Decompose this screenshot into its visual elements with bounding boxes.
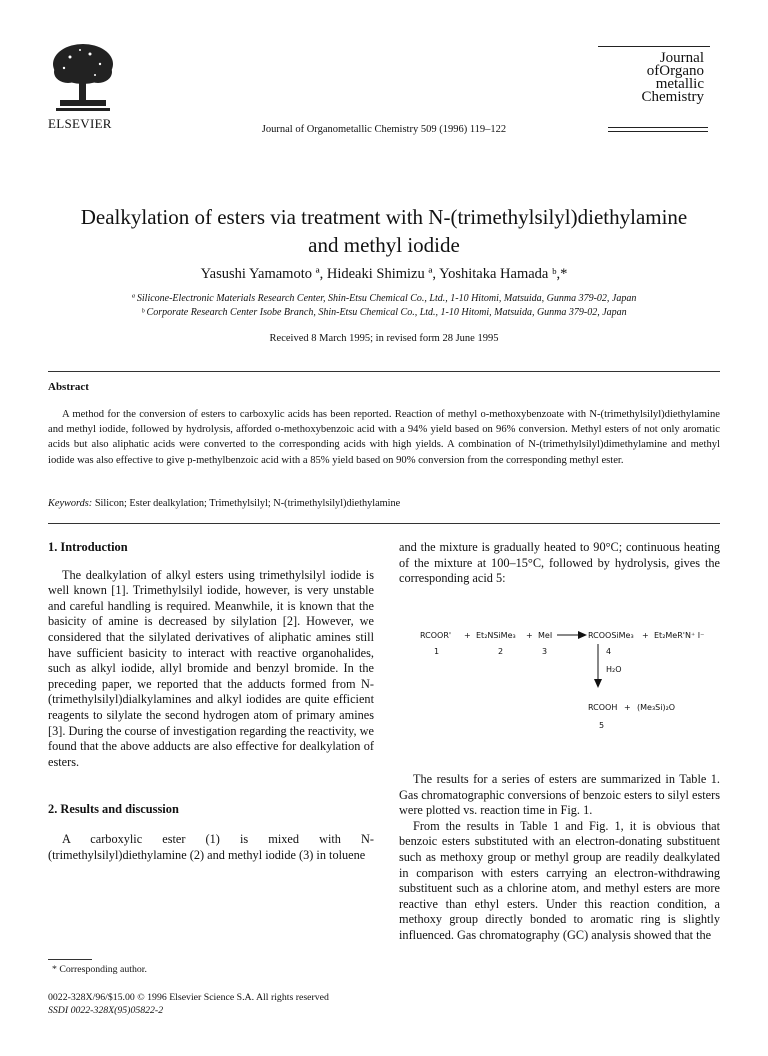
scheme-reactant-silylamine: Et₂NSiMe₃	[476, 631, 516, 640]
scheme-number: 1	[434, 647, 440, 656]
received-dates: Received 8 March 1995; in revised form 28 June 1995	[269, 333, 499, 344]
introduction-paragraph: The dealkylation of alkyl esters using trimethylsilyl iodide is well known [1]. Trimethylsilyl iodide, however, is very unstable and careful handling is required. Meanwhile, it is known that the basicity of amine is decreased by silylation [2]. However, we considered that the silylated derivatives of aliphatic amines still have sufficient basicity to interact with reactive organohalides, such as alkyl iodide, allyl bromide and benzyl bromide. In the preceding paper, we reported that the adducts formed from N-(trimethylsilyl)dialkylamines and alkyl iodides are quite efficient reagents to silylate the second hydrogen atom of primary amines [3]. During the course of investigation regarding the reactivity, we found that the above adducts are also effective for dealkylation of esters.	[48, 567, 374, 769]
journal-logo-line: Journal	[659, 50, 704, 66]
scheme-product-ammonium: Et₂MeR'N⁺ I⁻	[654, 631, 705, 640]
journal-logo-line: ofOrgano	[646, 63, 704, 79]
journal-logo-rule	[608, 127, 708, 128]
right-column-lower	[399, 772, 720, 944]
article-title-line2: and methyl iodide	[308, 233, 460, 257]
keywords-list: Silicon; Ester dealkylation; Trimethylsilyl; N-(trimethylsilyl)diethylamine	[94, 498, 401, 509]
journal-logo-line: Chemistry	[641, 89, 704, 105]
section-heading-results: 2. Results and discussion	[48, 802, 179, 817]
journal-logo	[598, 44, 710, 126]
copyright-line: 0022-328X/96/$15.00 © 1996 Elsevier Science S.A. All rights reserved	[48, 992, 329, 1003]
scheme-number: 3	[542, 647, 548, 656]
scheme-plus: +	[624, 703, 631, 712]
scheme-arrow-down	[593, 643, 603, 689]
copyright-block	[48, 991, 329, 1017]
scheme-plus: +	[526, 631, 533, 640]
scheme-product-acid: RCOOH	[588, 703, 618, 712]
keywords-line	[48, 498, 720, 509]
elsevier-tree-logo	[50, 42, 116, 112]
article-title	[40, 203, 728, 259]
scheme-reactant-ester: RCOOR'	[420, 631, 452, 640]
results-paragraph: A carboxylic ester (1) is mixed with N-(trimethylsilyl)diethylamine (2) and methyl iodide (3) in toluene	[48, 831, 374, 862]
reaction-scheme	[420, 625, 720, 775]
right-column	[399, 540, 720, 587]
scheme-reactant-mei: MeI	[538, 631, 553, 640]
scheme-arrow-right	[556, 630, 588, 640]
ssdi-line: SSDI 0022-328X(95)05822-2	[48, 1005, 164, 1016]
scheme-product-silylester: RCOOSiMe₃	[588, 631, 634, 640]
journal-logo-line: metallic	[655, 76, 704, 92]
affiliation-b: ᵇ Corporate Research Center Isobe Branch, Shin-Etsu Chemical Co., Ltd., 1-10 Hitomi, Matsuida, Gunma 379-02, Japan	[141, 307, 627, 318]
footnote-rule	[48, 959, 92, 960]
scheme-product-disiloxane: (Me₃Si)₂O	[637, 703, 676, 712]
right-paragraph-2: The results for a series of esters are summarized in Table 1. Gas chromatographic conversions of benzoic esters to silyl esters were plotted vs. reaction time in Fig. 1.	[399, 772, 720, 818]
affiliation-a: ª Silicone-Electronic Materials Research Center, Shin-Etsu Chemical Co., Ltd., 1-10 Hitomi, Matsuida, Gunma 379-02, Japan	[131, 293, 637, 304]
scheme-plus: +	[642, 631, 649, 640]
author-list: Yasushi Yamamoto ª, Hideaki Shimizu ª, Yoshitaka Hamada ᵇ,*	[200, 266, 568, 282]
scheme-number: 4	[606, 647, 612, 656]
scheme-plus: +	[464, 631, 471, 640]
article-title-line1: Dealkylation of esters via treatment with N-(trimethylsilyl)diethylamine	[80, 205, 688, 229]
journal-logo-rule	[608, 131, 708, 132]
publisher-name: ELSEVIER	[48, 116, 112, 131]
abstract-divider	[48, 523, 720, 524]
abstract-heading: Abstract	[48, 381, 89, 393]
corresponding-author-footnote: * Corresponding author.	[52, 964, 147, 975]
section-heading-introduction: 1. Introduction	[48, 540, 128, 554]
journal-citation: Journal of Organometallic Chemistry 509 (1996) 119–122	[261, 124, 507, 135]
abstract-text: A method for the conversion of esters to carboxylic acids has been reported. Reaction of methyl o-methoxybenzoate with N-(trimethylsilyl)diethylamine and methyl iodide, followed by hydrolysis, afforded o-methoxybenzoic acid with a 94% yield based on 96% conversion. Methyl esters of not only aromatic acids but also aliphatic acids were converted to the corresponding acids with high yields. A combination of N-(trimethylsilyl)dimethylamine and methyl iodide was also effective to give p-methylbenzoic acid with a 85% yield based on 90% conversion from the corresponding methyl ester.	[48, 409, 720, 466]
right-paragraph-3: From the results in Table 1 and Fig. 1, it is obvious that benzoic esters substituted with an electron-donating substituent such as methoxy group or methyl group are readily dealkylated in comparison with esters carrying an electron-withdrawing substituent such as a chlorine atom, and methyl esters are more reactive than ethyl esters. Under this reaction condition, a methoxy group directly bonded to aromatic ring is slightly influenced. Gas chromatography (GC) analysis showed that the	[399, 818, 720, 942]
left-column	[48, 540, 374, 863]
right-paragraph-1: and the mixture is gradually heated to 90°C; continuous heating of the mixture at 100–15°C, followed by hydrolysis, gives the corresponding acid 5:	[399, 540, 720, 586]
scheme-reagent-water: H₂O	[606, 665, 622, 674]
keywords-label: Keywords:	[48, 498, 93, 509]
scheme-number: 2	[498, 647, 504, 656]
scheme-number: 5	[599, 721, 605, 730]
top-divider	[48, 371, 720, 372]
